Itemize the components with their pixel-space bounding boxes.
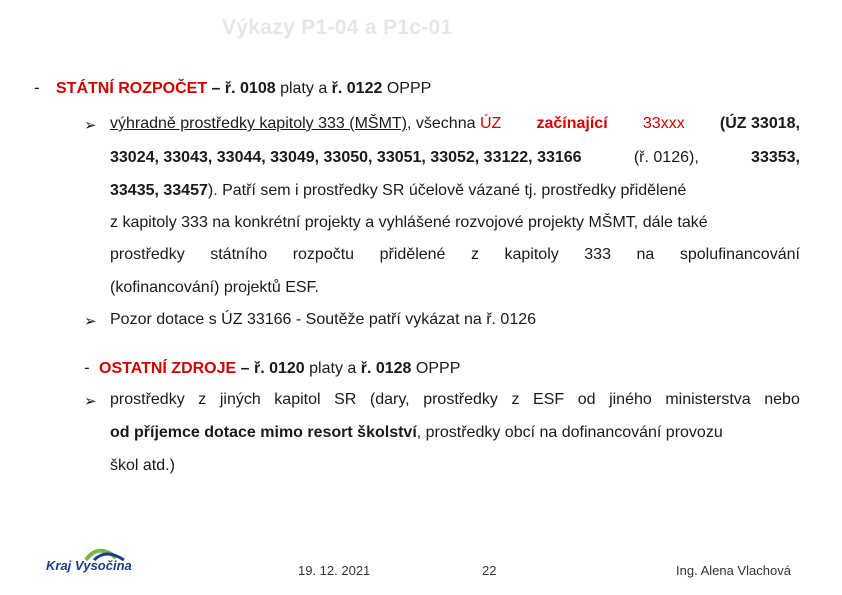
bullet-line: (kofinancování) projektů ESF. bbox=[110, 279, 319, 296]
section-heading: STÁTNÍ ROZPOČET bbox=[56, 80, 208, 97]
text: ). Patří sem i prostředky SR účelově vázané tj. prostředky přidělené bbox=[207, 182, 687, 199]
word: spolufinancování bbox=[679, 246, 800, 263]
arrow-bullet-icon: ➢ bbox=[84, 313, 97, 330]
word: státního bbox=[210, 246, 268, 263]
word: SR bbox=[334, 391, 357, 408]
bullet-line-justified bbox=[110, 391, 800, 409]
text: 33353, bbox=[751, 149, 800, 166]
row-ref: ř. 0128 bbox=[360, 360, 412, 377]
bullet-line bbox=[110, 182, 800, 200]
section-heading: OSTATNÍ ZDROJE bbox=[99, 360, 237, 377]
text: ÚZ bbox=[479, 115, 502, 132]
word: (dary, bbox=[369, 391, 410, 408]
row-ref: ř. 0108 bbox=[224, 80, 276, 97]
separator: – bbox=[207, 80, 225, 97]
arrow-bullet-icon: ➢ bbox=[84, 117, 97, 134]
bullet-line bbox=[110, 149, 800, 167]
text: (ř. 0126), bbox=[633, 149, 699, 166]
text: 33435, 33457 bbox=[110, 182, 208, 199]
section-ostatni-zdroje bbox=[99, 360, 460, 378]
bullet-line: škol atd.) bbox=[110, 457, 175, 474]
word: nebo bbox=[764, 391, 800, 408]
arrow-bullet-icon: ➢ bbox=[84, 393, 97, 410]
word: kapitol bbox=[274, 391, 321, 408]
text: platy a bbox=[304, 360, 361, 377]
separator: – bbox=[236, 360, 254, 377]
section-statni-rozpocet bbox=[56, 80, 431, 98]
text: OPPP bbox=[411, 360, 461, 377]
section-dash: - bbox=[34, 78, 40, 97]
text: OPPP bbox=[382, 80, 432, 97]
bullet-line bbox=[110, 115, 800, 133]
word: z bbox=[198, 391, 207, 408]
text: , všechna bbox=[407, 115, 480, 132]
word: z bbox=[511, 391, 520, 408]
word: přidělené bbox=[379, 246, 446, 263]
text: začínající bbox=[536, 115, 608, 132]
bullet-line-justified bbox=[110, 246, 800, 264]
text: 33xxx bbox=[642, 115, 685, 132]
text: výhradně prostředky kapitoly 333 (MŠMT) bbox=[110, 115, 407, 132]
row-ref: ř. 0120 bbox=[253, 360, 305, 377]
word: prostředky bbox=[110, 391, 185, 408]
text: 33024, 33043, 33044, 33049, 33050, 33051, 33052, 33122, 33166 bbox=[110, 149, 582, 166]
word: prostředky bbox=[423, 391, 498, 408]
word: z bbox=[470, 246, 479, 263]
page-number: 22 bbox=[482, 563, 497, 578]
slide-title: Výkazy P1-04 a P1c-01 bbox=[222, 16, 453, 39]
bullet-line: z kapitoly 333 na konkrétní projekty a vyhlášené rozvojové projekty MŠMT, dále také bbox=[110, 214, 708, 231]
text: od příjemce dotace mimo resort školství bbox=[110, 424, 417, 441]
footer-author: Ing. Alena Vlachová bbox=[676, 563, 791, 578]
word: od bbox=[577, 391, 596, 408]
text: (ÚZ 33018, bbox=[719, 115, 800, 132]
word: jiných bbox=[219, 391, 261, 408]
word: ministerstva bbox=[665, 391, 751, 408]
word: rozpočtu bbox=[292, 246, 355, 263]
logo-text: Kraj Vysočina bbox=[46, 558, 132, 573]
kraj-vysocina-logo bbox=[46, 546, 136, 576]
word: na bbox=[636, 246, 655, 263]
text: , prostředky obcí na dofinancování provozu bbox=[416, 424, 723, 441]
bullet-line: Pozor dotace s ÚZ 33166 - Soutěže patří vykázat na ř. 0126 bbox=[110, 311, 537, 328]
text: platy a bbox=[275, 80, 332, 97]
section-dash: - bbox=[84, 358, 90, 377]
word: jiného bbox=[609, 391, 652, 408]
bullet-line bbox=[110, 424, 723, 442]
word: 333 bbox=[584, 246, 611, 263]
word: ESF bbox=[533, 391, 565, 408]
row-ref: ř. 0122 bbox=[331, 80, 383, 97]
footer-date: 19. 12. 2021 bbox=[298, 563, 371, 578]
word: kapitoly bbox=[504, 246, 559, 263]
word: prostředky bbox=[110, 246, 185, 263]
